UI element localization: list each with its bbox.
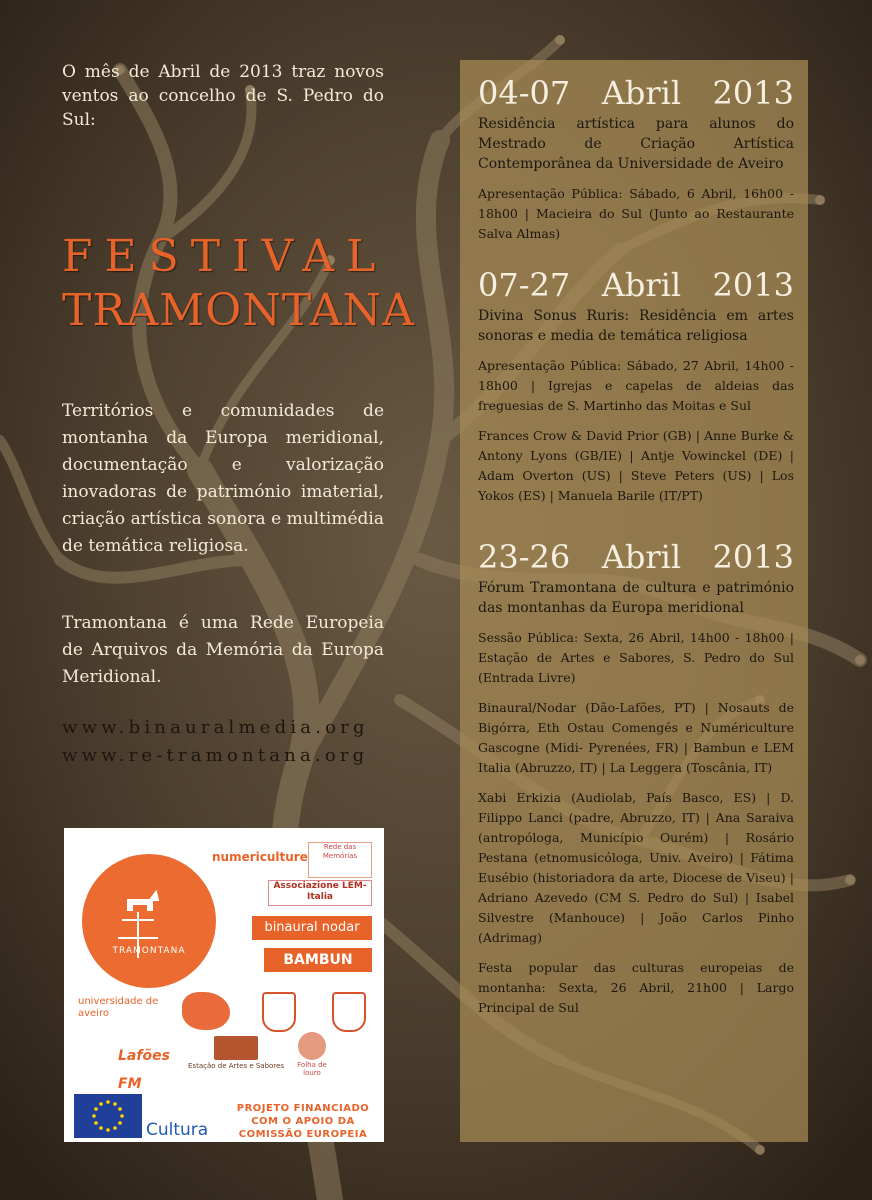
lafoes-fm-logo: Lafões FM [118,1048,170,1092]
region-map-icon [182,992,230,1030]
event-1 [478,72,794,244]
event-2 [478,264,794,506]
weathervane-icon [82,854,216,988]
event-2-title: Divina Sonus Ruris: Residência em artes sonoras e media de temática religiosa [478,308,794,344]
festival-description: Territórios e comunidades de montanha da Europa meridional, documentação e valorização inovadoras de património imaterial, criação artística sonora e multimédia de temática religiosa. [62,401,384,556]
event-2-detail-2: Frances Crow & David Prior (GB) | Anne Burke & Antony Lyons (GB/IE) | Antje Vowinckel (DE) | Adam Overton (US) | Steve Peters (US) | Los Yokos (ES) | Manuela Barile (IT/PT) [478,428,794,503]
event-2-detail-1: Apresentação Pública: Sábado, 27 Abril, 14h00 - 18h00 | Igrejas e capelas de aldeias das freguesias de S. Martinho das Moitas e Sul [478,358,794,413]
universidade-aveiro-logo: universidade de aveiro [78,996,159,1019]
website-links [62,714,384,770]
estacao-artes-logo [188,1036,284,1078]
event-3-detail-3: Xabi Erkizia (Audiolab, País Basco, ES) | D. Filippo Lanci (padre, Abruzzo, IT) | Ana Saraiva (antropóloga, Município Ourém) | Rosário Pestana (etnomusicóloga, Univ. Aveiro) | Fátima Eusébio (historiadora da arte, Diocese de Viseu) | Adriano Azevedo (CM S. Pedro do Sul) | Isabel Silvestre (Manhouce) | João Carlos Pinho (Adrimag) [478,790,794,945]
lem-italia-logo: Associazione LEM-Italia [268,880,372,906]
rede-memorias-logo: Rede das Memórias [308,842,372,878]
network-description: Tramontana é uma Rede Europeia de Arquivos da Memória da Europa Meridional. [62,613,384,687]
url-binauralmedia[interactable]: www.binauralmedia.org [62,717,369,738]
event-3-dates [478,536,794,578]
event-1-month: Abril [601,74,682,112]
festival-title-line1: FESTIVAL [62,231,388,282]
event-3-detail-4: Festa popular das culturas europeias de montanha: Sexta, 26 Abril, 21h00 | Largo Principal de Sul [478,960,794,1015]
schedule-content [478,72,794,1028]
festival-title-line2: TRAMONTANA [62,285,415,336]
event-1-detail-1: Apresentação Pública: Sábado, 6 Abril, 16h00 - 18h00 | Macieira do Sul (Junto ao Restaurante Salva Almas) [478,186,794,241]
building-icon [214,1036,258,1060]
event-1-year: 2013 [712,74,794,112]
event-1-dates [478,72,794,114]
festival-title [62,230,415,338]
estacao-artes-label: Estação de Artes e Sabores [188,1062,284,1070]
event-3-detail-2: Binaural/Nodar (Dão-Lafões, PT) | Nosauts de Bigórra, Eth Ostau Comengés e Numériculture Gascogne (Midi- Pyrenées, FR) | Bambun e LEM Italia (Abruzzo, IT) | La Leggera (Toscânia, IT) [478,700,794,775]
event-3-detail-1: Sessão Pública: Sexta, 26 Abril, 14h00 - 18h00 | Estação de Artes e Sabores, S. Pedro do Sul (Entrada Livre) [478,630,794,685]
event-3-title: Fórum Tramontana de cultura e património das montanhas da Europa meridional [478,580,794,616]
intro-text: O mês de Abril de 2013 traz novos ventos ao concelho de S. Pedro do Sul: [62,62,384,130]
eu-flag-icon [74,1094,142,1138]
event-3 [478,536,794,1018]
municipal-crest-icon [262,992,296,1032]
event-2-dates [478,264,794,306]
event-2-year: 2013 [712,266,794,304]
cultura-logo: Cultura [146,1120,209,1140]
event-1-title: Residência artística para alunos do Mestrado de Criação Artística Contemporânea da Universidade de Aveiro [478,116,794,172]
partner-logos-panel [64,828,384,1142]
event-1-day-range: 04-07 [478,74,571,112]
bambun-logo: BAMBUN [264,948,372,972]
tramontana-logo-label: TRAMONTANA [112,946,186,956]
parish-crest-icon [332,992,366,1032]
tree-icon [298,1032,326,1060]
binaural-nodar-logo: binaural nodar [252,916,372,940]
folha-louro-label: Folha de louro [297,1061,327,1077]
url-re-tramontana[interactable]: www.re-tramontana.org [62,745,369,766]
numericulture-logo: numericulture [212,850,308,864]
event-2-month: Abril [601,266,682,304]
folha-louro-logo [288,1032,336,1076]
event-3-year: 2013 [712,538,794,576]
eu-funding-notice: PROJETO FINANCIADO COM O APOIO DA COMISSÃO EUROPEIA [236,1103,370,1140]
event-3-day-range: 23-26 [478,538,571,576]
tramontana-logo [82,854,216,988]
event-3-month: Abril [601,538,682,576]
event-2-day-range: 07-27 [478,266,571,304]
left-column [62,60,415,691]
